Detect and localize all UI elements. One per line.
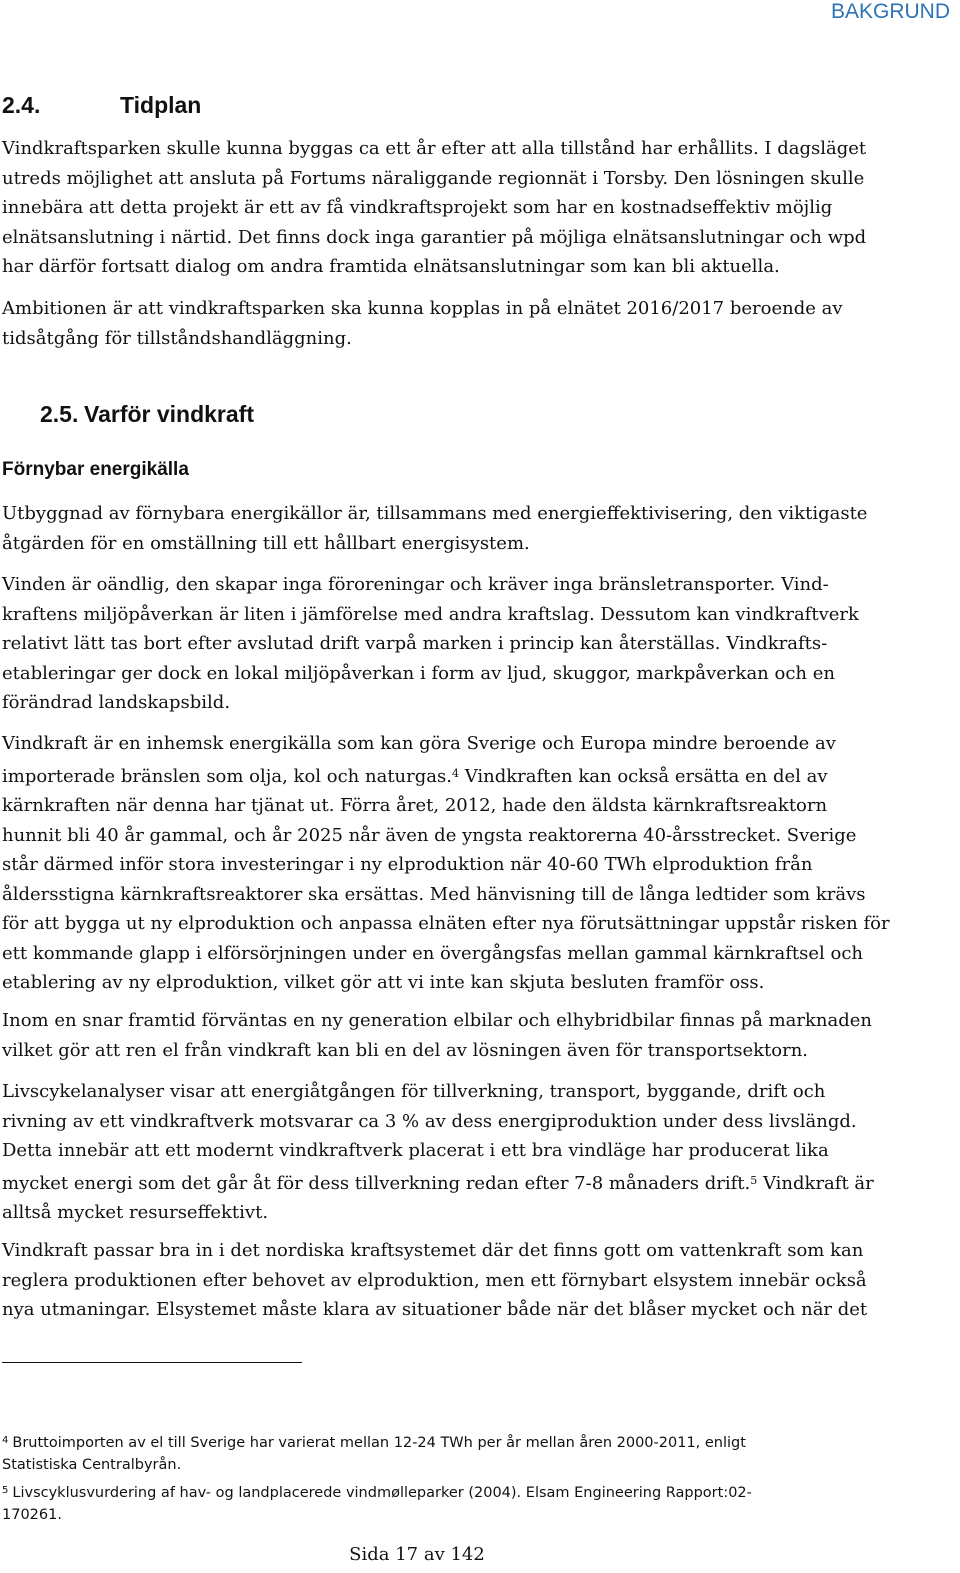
paragraph-varfor-1 bbox=[2, 499, 902, 558]
footnote-4 bbox=[2, 1430, 746, 1476]
text-segment: Vindkraften kan också ersätta en del av bbox=[464, 765, 828, 787]
footnote-text: Bruttoimporten av el till Sverige har varierat mellan 12-24 TWh per år mellan åren 2000-2011, enligt bbox=[12, 1435, 746, 1451]
text-line: relativt lätt tas bort efter avslutad drift varpå marken i princip kan återställas. Vindkrafts- bbox=[2, 633, 828, 654]
text-line: Livscykelanalyser visar att energiåtgången för tillverkning, transport, byggande, drift och bbox=[2, 1081, 826, 1102]
text-line bbox=[2, 759, 902, 792]
text-line: elnätsanslutning i närtid. Det finns dock inga garantier på möjliga elnätsanslutningar och wpd bbox=[2, 226, 867, 248]
paragraph-varfor-3 bbox=[2, 729, 902, 998]
subheading: Förnybar energikälla bbox=[2, 459, 189, 480]
footnote-line bbox=[2, 1430, 746, 1454]
text-line: vilket gör att ren el från vindkraft kan bli en del av lösningen även för transportsektorn. bbox=[2, 1039, 809, 1061]
section-number: 2.5. bbox=[40, 401, 79, 427]
section-title: Tidplan bbox=[120, 92, 202, 118]
paragraph-tidplan-1 bbox=[2, 134, 902, 282]
text-line: Ambitionen är att vindkraftsparken ska kunna kopplas in på elnätet 2016/2017 beroende av bbox=[2, 298, 843, 319]
text-line: ett kommande glapp i elförsörjningen under en övergångsfas mellan gammal kärnkraftsel och bbox=[2, 942, 864, 964]
text-line: hunnit bli 40 år gammal, och år 2025 når även de yngsta reaktorerna 40-årsstrecket. Sverige bbox=[2, 824, 857, 846]
paragraph-varfor-4 bbox=[2, 1006, 902, 1065]
text-line: kraftens miljöpåverkan är liten i jämförelse med andra kraftslag. Dessutom kan vindkraftverk bbox=[2, 603, 859, 625]
section-heading-2-5 bbox=[40, 401, 254, 428]
text-line bbox=[2, 1166, 902, 1199]
section-number: 2.4. bbox=[2, 92, 41, 118]
text-line: för att bygga ut ny elproduktion och anpassa elnäten efter nya förutsättningar uppstår risken för bbox=[2, 913, 890, 934]
text-line: kärnkraften när denna har tjänat ut. Förra året, 2012, hade den äldsta kärnkraftsreaktorn bbox=[2, 795, 828, 816]
text-line: nya utmaningar. Elsystemet måste klara av situationer både när det blåser mycket och när det bbox=[2, 1299, 868, 1320]
text-line: Inom en snar framtid förväntas en ny generation elbilar och elhybridbilar finnas på marknaden bbox=[2, 1010, 873, 1031]
section-title: Varför vindkraft bbox=[84, 401, 254, 427]
footnote-ref-5[interactable]: 5 bbox=[750, 1173, 758, 1187]
footnote-5 bbox=[2, 1480, 752, 1526]
text-line: rivning av ett vindkraftverk motsvarar ca 3 % av dess energiproduktion under dess livslängd. bbox=[2, 1110, 857, 1132]
text-line: Detta innebär att ett modernt vindkraftverk placerat i ett bra vindläge har producerat lika bbox=[2, 1140, 829, 1161]
footnote-ref-4[interactable]: 4 bbox=[451, 766, 459, 780]
text-line: alltså mycket resurseffektivt. bbox=[2, 1202, 269, 1223]
footnote-line bbox=[2, 1480, 752, 1504]
text-line: reglera produktionen efter behovet av elproduktion, men ett förnybart elsystem innebär också bbox=[2, 1269, 867, 1291]
footnote-line: Statistiska Centralbyrån. bbox=[2, 1457, 182, 1473]
paragraph-varfor-5 bbox=[2, 1077, 902, 1228]
text-segment: Vindkraft är bbox=[762, 1172, 874, 1194]
text-line: Vindkraftsparken skulle kunna byggas ca ett år efter att alla tillstånd har erhållits. I dagsläget bbox=[2, 138, 867, 159]
section-tag: BAKGRUND bbox=[830, 0, 950, 23]
text-line: Vindkraft passar bra in i det nordiska kraftsystemet där det finns gott om vattenkraft som kan bbox=[2, 1240, 864, 1261]
footnote-text: Livscyklusvurdering af hav- og landplacerede vindmølleparker (2004). Elsam Engineering Rapport:02- bbox=[12, 1485, 752, 1501]
text-line: tidsåtgång för tillståndshandläggning. bbox=[2, 327, 352, 349]
footnote-mark: 4 bbox=[2, 1435, 9, 1446]
text-line: åldersstigna kärnkraftsreaktorer ska ersättas. Med hänvisning till de långa ledtider som krävs bbox=[2, 883, 866, 905]
section-heading-2-4 bbox=[2, 92, 201, 119]
text-segment: importerade bränslen som olja, kol och naturgas. bbox=[2, 765, 452, 787]
text-line: Vindkraft är en inhemsk energikälla som kan göra Sverige och Europa mindre beroende av bbox=[2, 733, 836, 754]
paragraph-varfor-2 bbox=[2, 570, 902, 718]
text-line: står därmed inför stora investeringar i ny elproduktion när 40-60 TWh elproduktion från bbox=[2, 854, 813, 875]
paragraph-varfor-6 bbox=[2, 1236, 902, 1325]
text-line: åtgärden för en omställning till ett hållbart energisystem. bbox=[2, 532, 530, 554]
text-line: utreds möjlighet att ansluta på Fortums näraliggande regionnät i Torsby. Den lösningen skulle bbox=[2, 167, 865, 189]
text-line: förändrad landskapsbild. bbox=[2, 692, 231, 713]
text-line: Utbyggnad av förnybara energikällor är, tillsammans med energieffektivisering, den viktigaste bbox=[2, 503, 868, 524]
text-segment: mycket energi som det går åt för dess tillverkning redan efter 7-8 månaders drift. bbox=[2, 1172, 751, 1194]
footnote-line: 170261. bbox=[2, 1507, 62, 1523]
footnote-separator bbox=[2, 1362, 302, 1363]
text-line: etablering av ny elproduktion, vilket gör att vi inte kan skjuta besluten framför oss. bbox=[2, 972, 765, 993]
page-number: Sida 17 av 142 bbox=[349, 1544, 485, 1565]
text-line: har därför fortsatt dialog om andra framtida elnätsanslutningar som kan bli aktuella. bbox=[2, 256, 780, 277]
footnote-mark: 5 bbox=[2, 1485, 9, 1496]
text-line: Vinden är oändlig, den skapar inga föroreningar och kräver inga bränsletransporter. Vind- bbox=[2, 574, 829, 595]
text-line: innebära att detta projekt är ett av få vindkraftsprojekt som har en kostnadseffektiv möjlig bbox=[2, 197, 833, 218]
paragraph-tidplan-2 bbox=[2, 294, 902, 353]
text-line: etableringar ger dock en lokal miljöpåverkan i form av ljud, skuggor, markpåverkan och en bbox=[2, 662, 835, 684]
